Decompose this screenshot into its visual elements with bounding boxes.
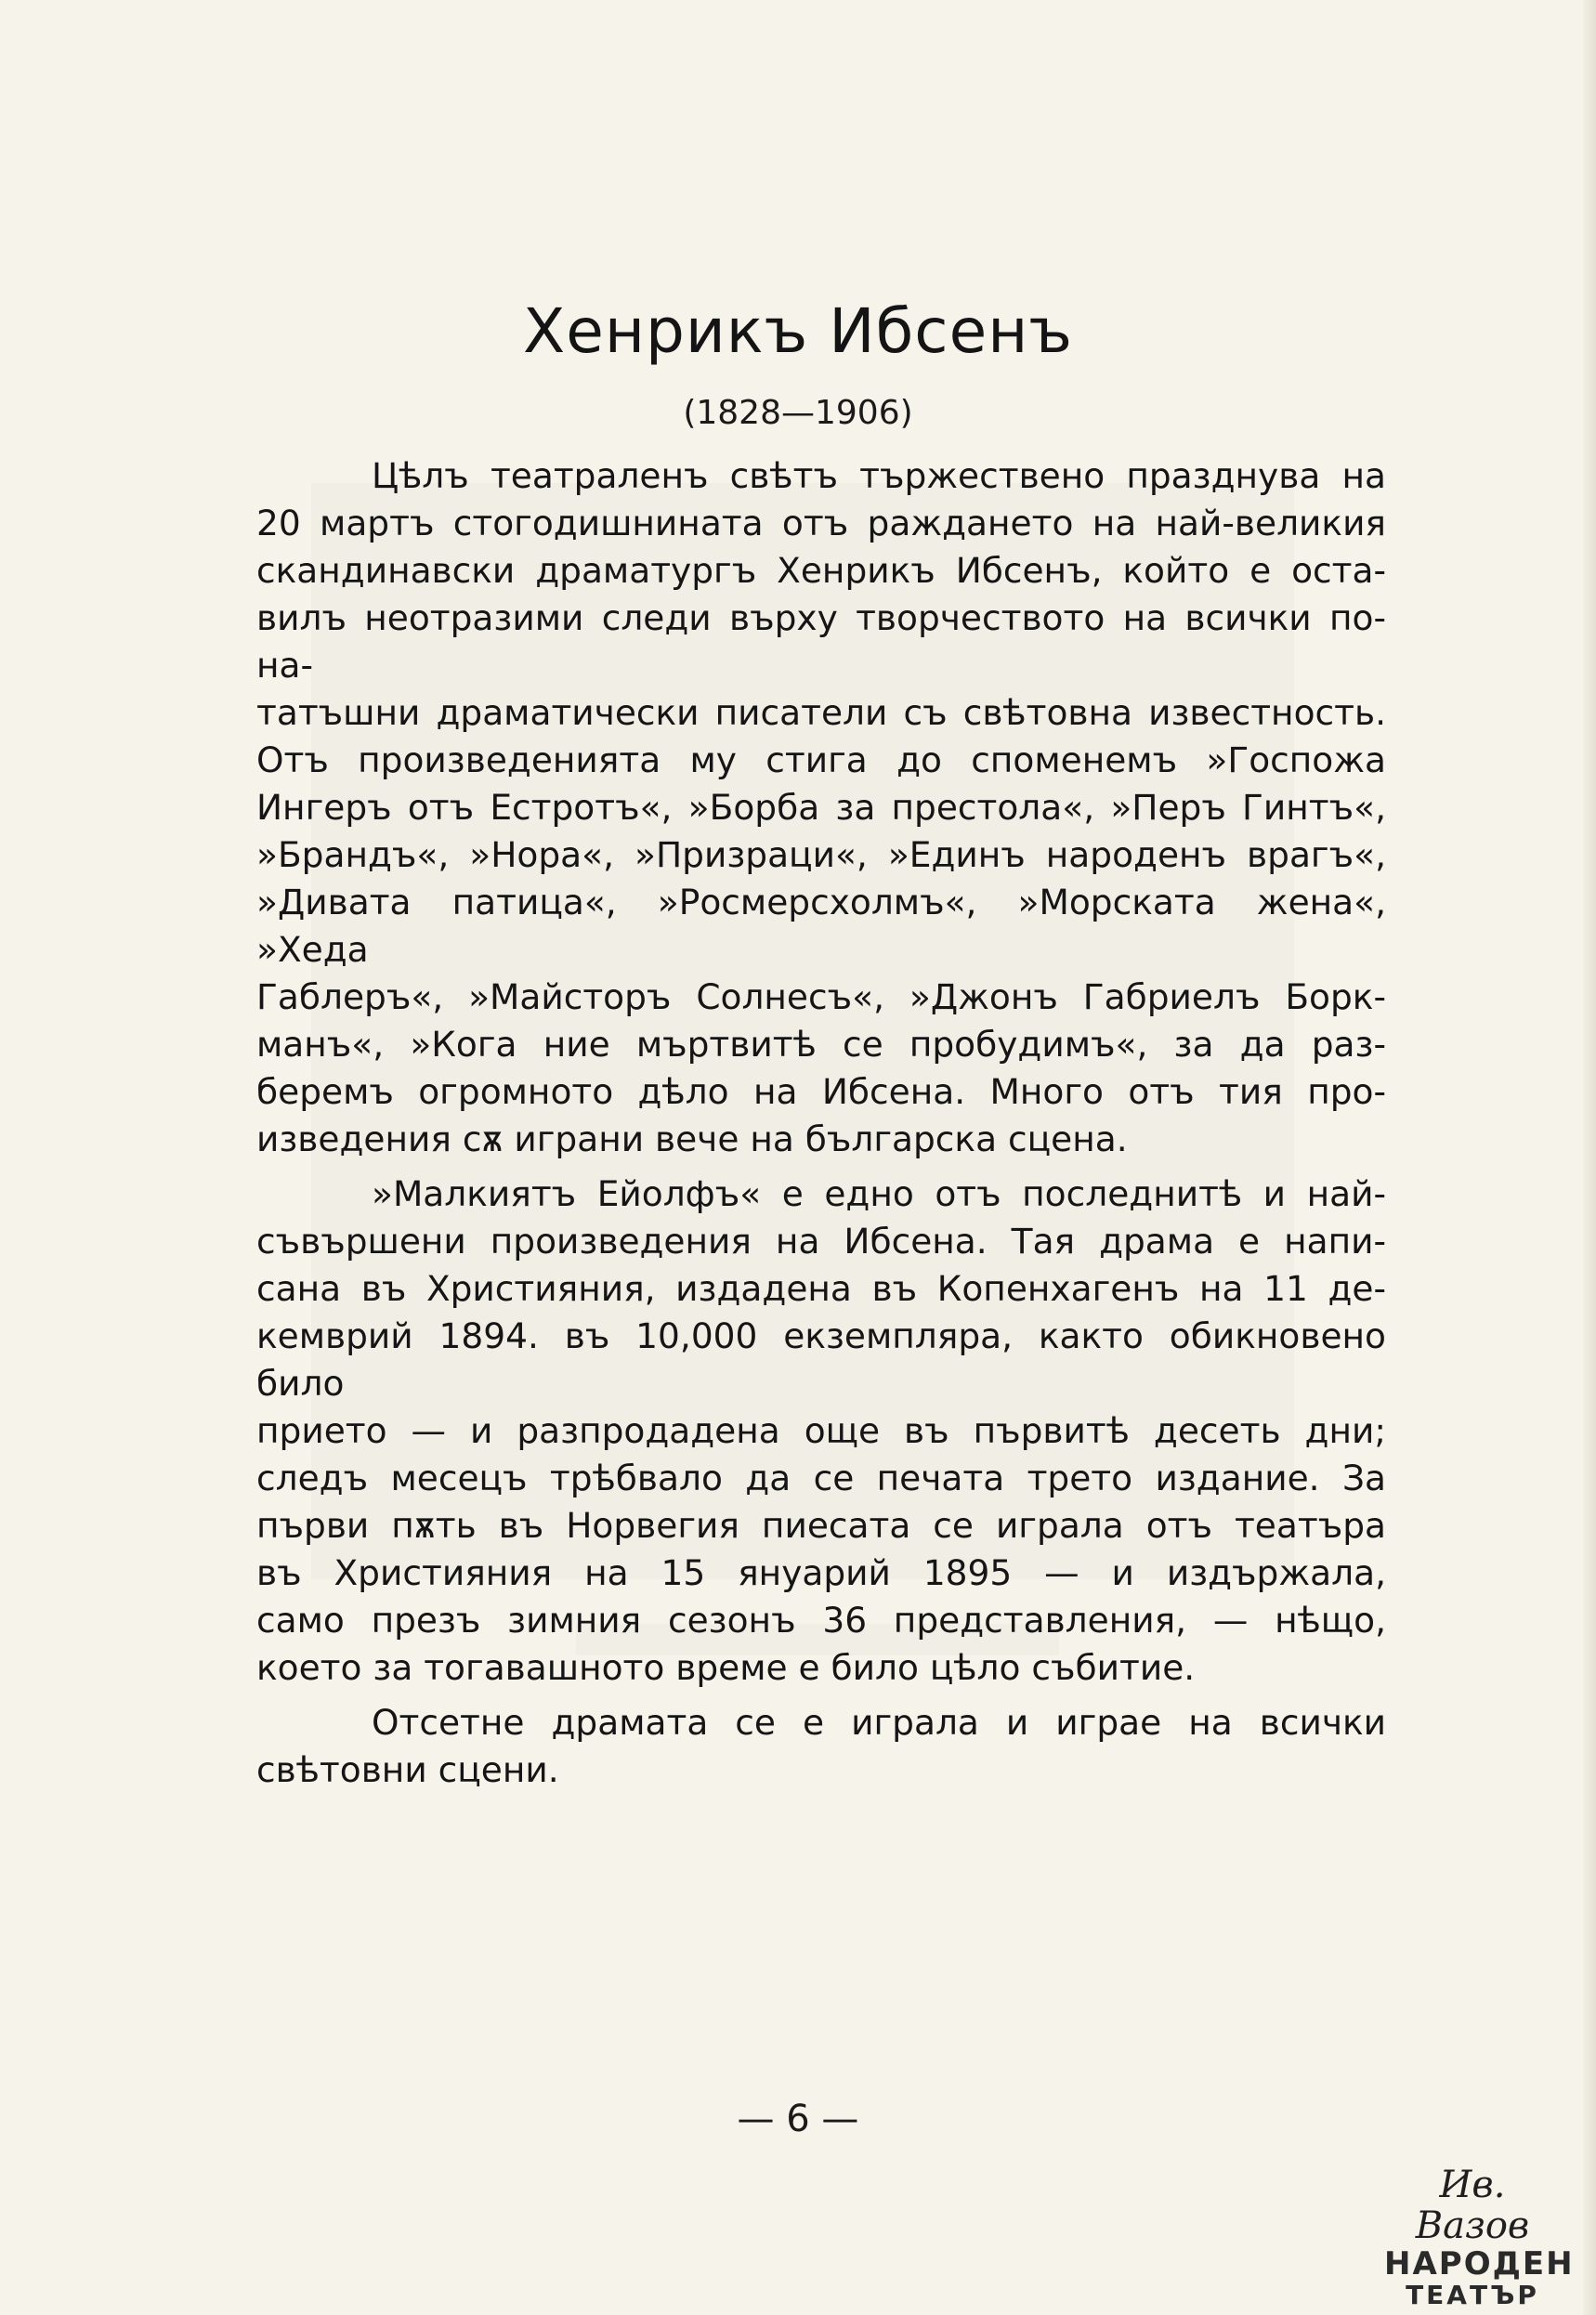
text-line: »Малкиятъ Ейолфъ« е едно отъ последнитѣ и най- [372,1173,1386,1214]
text-line: татъшни драматически писатели съ свѣтовна известность. [256,692,1386,733]
text-line: Отъ произведенията му стига до споменемъ »Госпожа [256,739,1386,780]
logo-line-2: ТЕАТЪР [1406,2280,1539,2310]
text-line: Отсетне драмата се е играла и играе на всички [372,1702,1386,1743]
text-line: Ингеръ отъ Естротъ«, »Борба за престола«, »Перъ Гинтъ«, [256,787,1386,828]
text-line: Цѣлъ театраленъ свѣтъ тържествено празднува на [372,455,1386,496]
text-line: което за тогавашното време е било цѣло събитие. [256,1647,1196,1688]
text-line: сана въ Християния, издадена въ Копенхагенъ на 11 де- [256,1268,1386,1309]
body-text [256,452,1386,1801]
logo-line-1: НАРОДЕН [1384,2245,1575,2282]
text-line: 20 мартъ стогодишнината отъ раждането на най-великия [256,503,1386,543]
paragraph-2 [256,1171,1386,1692]
text-line: само презъ зимния сезонъ 36 представления, — нѣщо, [256,1600,1386,1641]
document-dates: (1828—1906) [683,394,913,432]
paragraph-3 [256,1699,1386,1794]
paragraph-1 [256,452,1386,1163]
text-line: вилъ неотразими следи върху творчеството на всички по-на- [256,597,1386,686]
text-line: съвършени произведения на Ибсена. Тая драма е напи- [256,1221,1386,1262]
text-line: изведения сѫ играни вече на българска сцена. [256,1118,1128,1159]
text-line: манъ«, »Кога ние мъртвитѣ се пробудимъ«, за да раз- [256,1024,1386,1065]
text-line: въ Християния на 15 януарий 1895 — и издържала, [256,1552,1386,1593]
national-theatre-logo [1384,2164,1575,2310]
text-line: »Дивата патица«, »Росмерсхолмъ«, »Морската жена«, »Хеда [256,882,1386,970]
text-line: скандинавски драматургъ Хенрикъ Ибсенъ, който е оста- [256,550,1386,591]
document-title: Хенрикъ Ибсенъ [523,295,1073,367]
text-line: следъ месецъ трѣбвало да се печата трето издание. За [256,1458,1386,1498]
text-line: кемврий 1894. въ 10,000 екземпляра, както обикновено било [256,1315,1386,1404]
text-line: първи пѫть въ Норвегия пиесата се играла отъ театъра [256,1505,1386,1546]
logo-signature: Ив. Вазов [1415,2164,1530,2247]
text-line: свѣтовни сцени. [256,1749,559,1790]
text-line: »Брандъ«, »Нора«, »Призраци«, »Единъ народенъ врагъ«, [256,834,1386,875]
page-number: — 6 — [737,2098,859,2140]
text-line: беремъ огромното дѣло на Ибсена. Много отъ тия про- [256,1071,1386,1112]
text-line: Габлеръ«, »Майсторъ Солнесъ«, »Джонъ Габриелъ Борк- [256,976,1386,1017]
text-line: прието — и разпродадена още въ първитѣ десеть дни; [256,1410,1386,1451]
